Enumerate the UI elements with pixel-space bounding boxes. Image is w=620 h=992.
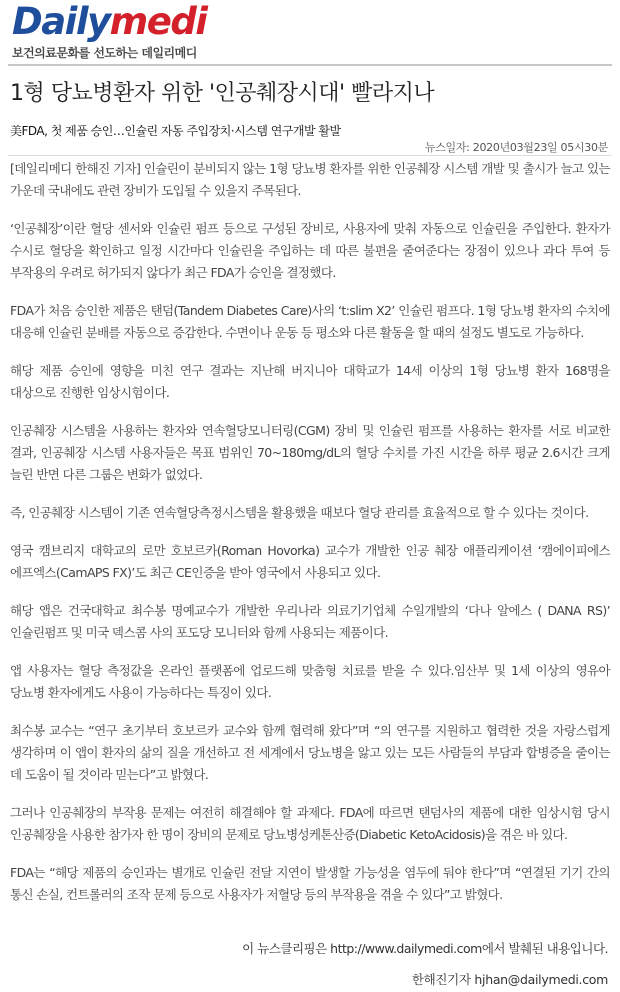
author-byline: 한해진기자 hjhan@dailymedi.com (411, 972, 608, 987)
article-paragraph: [데일리메디 한해진 기자] 인슐린이 분비되지 않는 1형 당뇨병 환자를 위한 인공췌장 시스템 개발 및 출시가 늘고 있는 가운데 국내에도 관련 장비가 도입될 수 있을지 주목된다. (10, 161, 610, 198)
dateline-divider (8, 155, 612, 156)
article-paragraph: 해당 제품 승인에 영향을 미친 연구 결과는 지난해 버지니아 대학교가 14세 이상의 1형 당뇨병 환자 168명을 대상으로 진행한 임상시험이다. (10, 363, 610, 400)
article-paragraph: 영국 캠브리지 대학교의 로만 호보르카(Roman Hovorka) 교수가 개발한 인공 췌장 애플리케이션 ‘캠에이피에스 에프엑스(CamAPS FX)’도 최근 CE인증을 받아 영국에서 사용되고 있다. (10, 543, 610, 580)
article-paragraph: 앱 사용자는 혈당 측정값을 온라인 플랫폼에 업로드해 맞춤형 치료를 받을 수 있다.임산부 및 1세 이상의 영유아 당뇨병 환자에게도 사용이 가능하다는 특징이 있다. (10, 663, 610, 700)
site-tagline: 보건의료문화를 선도하는 데일리메디 (12, 46, 197, 60)
article-paragraph: 해당 앱은 건국대학교 최수봉 명예교수가 개발한 우리나라 의료기기업체 수일개발의 ‘다나 알에스 ( DANA RS)’ 인슐린펌프 및 미국 덱스콤 사의 포도당 모니터와 함께 사용되는 제품이다. (10, 603, 610, 640)
header-divider (8, 64, 612, 66)
article-paragraph: FDA는 “해당 제품의 승인과는 별개로 인슐린 전달 지연이 발생할 가능성을 염두에 둬야 한다”며 “연결된 기기 간의 통신 손실, 컨트롤러의 조작 문제 등으로 사용자가 저혈당 등의 부작용을 겪을 수 있다”고 밝혔다. (10, 865, 610, 902)
article-paragraph: FDA가 처음 승인한 제품은 탠덤(Tandem Diabetes Care)사의 ‘t:slim X2’ 인슐린 펌프다. 1형 당뇨병 환자의 수치에 대응해 인슐린 분배를 자동으로 증감한다. 수면이나 운동 등 평소와 다른 활동을 할 때의 설정도 별도로 가능하다. (10, 303, 610, 340)
article-title: 1형 당뇨병환자 위한 '인공췌장시대' 빨라지나 (10, 81, 435, 106)
article-paragraph: 최수봉 교수는 “연구 초기부터 호보르카 교수와 함께 협력해 왔다”며 “의 연구를 지원하고 협력한 것을 자랑스럽게 생각하며 이 앱이 환자의 삶의 질을 개선하고 전 세계에서 당뇨병을 앓고 있는 모든 사람들의 부담과 합병증을 줄이는 데 도움이 될 것이라 믿는다”고 밝혔다. (10, 723, 610, 782)
source-credit: 이 뉴스클리핑은 http://www.dailymedi.com에서 발췌된 내용입니다. (242, 941, 608, 956)
article-body (10, 158, 610, 922)
logo-medi-text: medi (109, 0, 207, 43)
dailymedi-logo[interactable] (12, 2, 207, 42)
article-dateline: 뉴스일자: 2020년03월23일 05시30분 (424, 141, 608, 154)
article-paragraph: 그러나 인공췌장의 부작용 문제는 여전히 해결해야 할 과제다. FDA에 따르면 탠덤사의 제품에 대한 임상시험 당시 인공췌장을 사용한 참가자 한 명이 장비의 문제로 당뇨병성케톤산증(Diabetic KetoAcidosis)을 겪은 바 있다. (10, 805, 610, 842)
logo-daily-text: Daily (12, 0, 110, 43)
article-paragraph: 인공췌장 시스템을 사용하는 환자와 연속혈당모니터링(CGM) 장비 및 인슐린 펌프를 사용하는 환자를 서로 비교한 결과, 인공췌장 시스템 사용자들은 목표 범위인 70~180mg/dL의 혈당 수치를 가진 시간을 하루 평균 2.6시간 크게 늘린 반면 다른 그룹은 변화가 없었다. (10, 423, 610, 482)
article-paragraph: 즉, 인공췌장 시스템이 기존 연속혈당측정시스템을 활용했을 때보다 혈당 관리를 효율적으로 할 수 있다는 것이다. (10, 505, 589, 520)
article-paragraph: ‘인공췌장’이란 혈당 센서와 인슐린 펌프 등으로 구성된 장비로, 사용자에 맞춰 자동으로 인슐린을 주입한다. 환자가 수시로 혈당을 확인하고 일정 시간마다 인슐린을 주입하는 데 따른 불편을 줄여준다는 장점이 있으나 과다 투여 등 부작용의 우려로 허가되지 않다가 최근 FDA가 승인을 결정했다. (10, 221, 610, 280)
article-subtitle: 美FDA, 첫 제품 승인…인슐린 자동 주입장치·시스템 연구개발 활발 (10, 124, 341, 138)
